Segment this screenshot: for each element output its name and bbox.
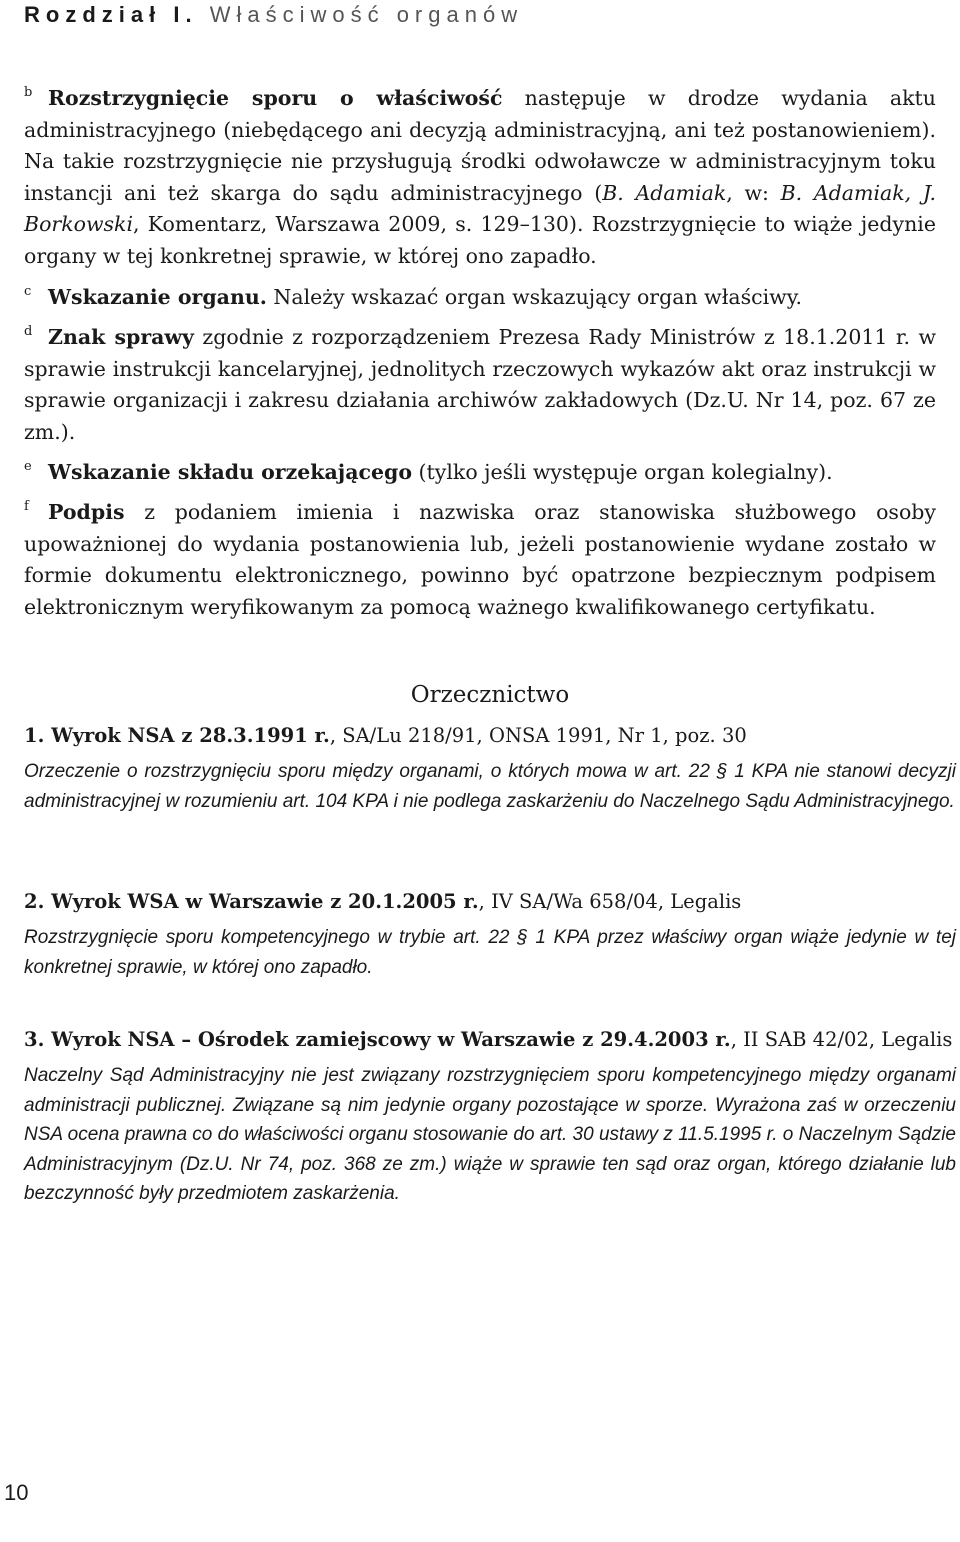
footnote-author: B. Adamiak bbox=[602, 180, 727, 205]
footnote-d bbox=[24, 322, 936, 448]
running-header bbox=[24, 2, 523, 28]
footnote-letter: c bbox=[24, 284, 32, 299]
footnote-f bbox=[24, 497, 936, 623]
footnote-text: z podaniem imienia i nazwiska oraz stanowiska służbowego osoby upoważnionej do wydania postanowienia lub, jeżeli postanowienie wydane zostało w formie dokumentu elektronicznego, powinno być opatrzone bezpiecznym podpisem elektronicznym weryfikowanym za pomocą ważnego kwalifikowanego certyfikatu. bbox=[24, 500, 936, 619]
section-title-case-law: Orzecznictwo bbox=[410, 682, 570, 708]
footnote-letter: b bbox=[24, 85, 33, 100]
footnote-text: zgodnie z rozporządzeniem Prezesa Rady Ministrów z 18.1.2011 r. w sprawie instrukcji kancelaryjnej, jednolitych rzeczowych wykazów akt oraz instrukcji w sprawie organizacji i zakresu działania archiwów zakładowych (Dz.U. Nr 14, poz. 67 ze zm.). bbox=[24, 325, 936, 444]
footnote-c bbox=[24, 282, 936, 314]
footnote-letter: e bbox=[24, 459, 32, 474]
footnote-letter: d bbox=[24, 324, 33, 339]
case-heading-3: 3. Wyrok NSA – Ośrodek zamiejscowy w Warszawie z 29.4.2003 r., II SAB 42/02, Legalis bbox=[24, 1028, 953, 1051]
chapter-title: Właściwość organów bbox=[209, 2, 524, 27]
footnote-text: , Komentarz, Warszawa 2009, s. 129–130). Rozstrzygnięcie to wiąże jedynie organy w tej konkretnej sprawie, w której ono zapadło. bbox=[24, 212, 936, 268]
case-summary-2: Rozstrzygnięcie sporu kompetencyjnego w trybie art. 22 § 1 KPA przez właściwy organ wiąże jedynie w tej konkretnej sprawie, w której ono zapadło. bbox=[24, 927, 956, 978]
footnote-b bbox=[24, 83, 936, 272]
page-number: 10 bbox=[4, 1480, 29, 1505]
footnote-text: Należy wskazać organ wskazujący organ właściwy. bbox=[266, 285, 803, 309]
case-summary-1: Orzeczenie o rozstrzygnięciu sporu między organami, o których mowa w art. 22 § 1 KPA nie stanowi decyzji administracyjnej w rozumieniu art. 104 KPA i nie podlega zaskarżeniu do Naczelnego Sądu Administracyjnego. bbox=[24, 761, 956, 812]
footnote-text: (tylko jeśli występuje organ kolegialny). bbox=[412, 460, 833, 484]
footnote-lead: Podpis bbox=[48, 500, 125, 524]
footnote-e bbox=[24, 457, 936, 489]
footnote-text: , w: bbox=[726, 180, 781, 205]
footnote-lead: Rozstrzygnięcie sporu o właściwość bbox=[48, 86, 503, 110]
case-summary-3: Naczelny Sąd Administracyjny nie jest związany rozstrzygnięciem sporu kompetencyjnego między organami administracji publicznej. Związane są nim jedynie organy pozostające w sporze. Wyrażona zaś w orzeczeniu NSA ocena prawna co do właściwości organu stosowanie do art. 30 ustawy z 11.5.1995 r. o Naczelnym Sądzie Administracyjnym (Dz.U. Nr 74, poz. 368 ze zm.) wiąże w sprawie ten sąd oraz organ, którego działanie lub bezczynność były przedmiotem zaskarżenia. bbox=[24, 1065, 956, 1204]
footnote-lead: Wskazanie organu. bbox=[48, 285, 267, 309]
footnote-lead: Wskazanie składu orzekającego bbox=[48, 460, 413, 484]
footnote-lead: Znak sprawy bbox=[48, 325, 194, 349]
footnote-author: B. Adamiak, J. Borkowski bbox=[24, 180, 937, 236]
footnote-letter: f bbox=[24, 499, 29, 514]
case-heading-1: 1. Wyrok NSA z 28.3.1991 r., SA/Lu 218/91, ONSA 1991, Nr 1, poz. 30 bbox=[24, 724, 747, 747]
chapter-label: Rozdział I. bbox=[24, 2, 198, 27]
footnote-text: następuje w drodze wydania aktu administracyjnego (niebędącego ani decyzją administracyjną, ani też postanowieniem). Na takie rozstrzygnięcie nie przysługują środki odwoławcze w administracyjnym toku instancji ani też skarga do sądu administracyjnego ( bbox=[24, 86, 936, 205]
case-heading-2: 2. Wyrok WSA w Warszawie z 20.1.2005 r., IV SA/Wa 658/04, Legalis bbox=[24, 890, 742, 913]
